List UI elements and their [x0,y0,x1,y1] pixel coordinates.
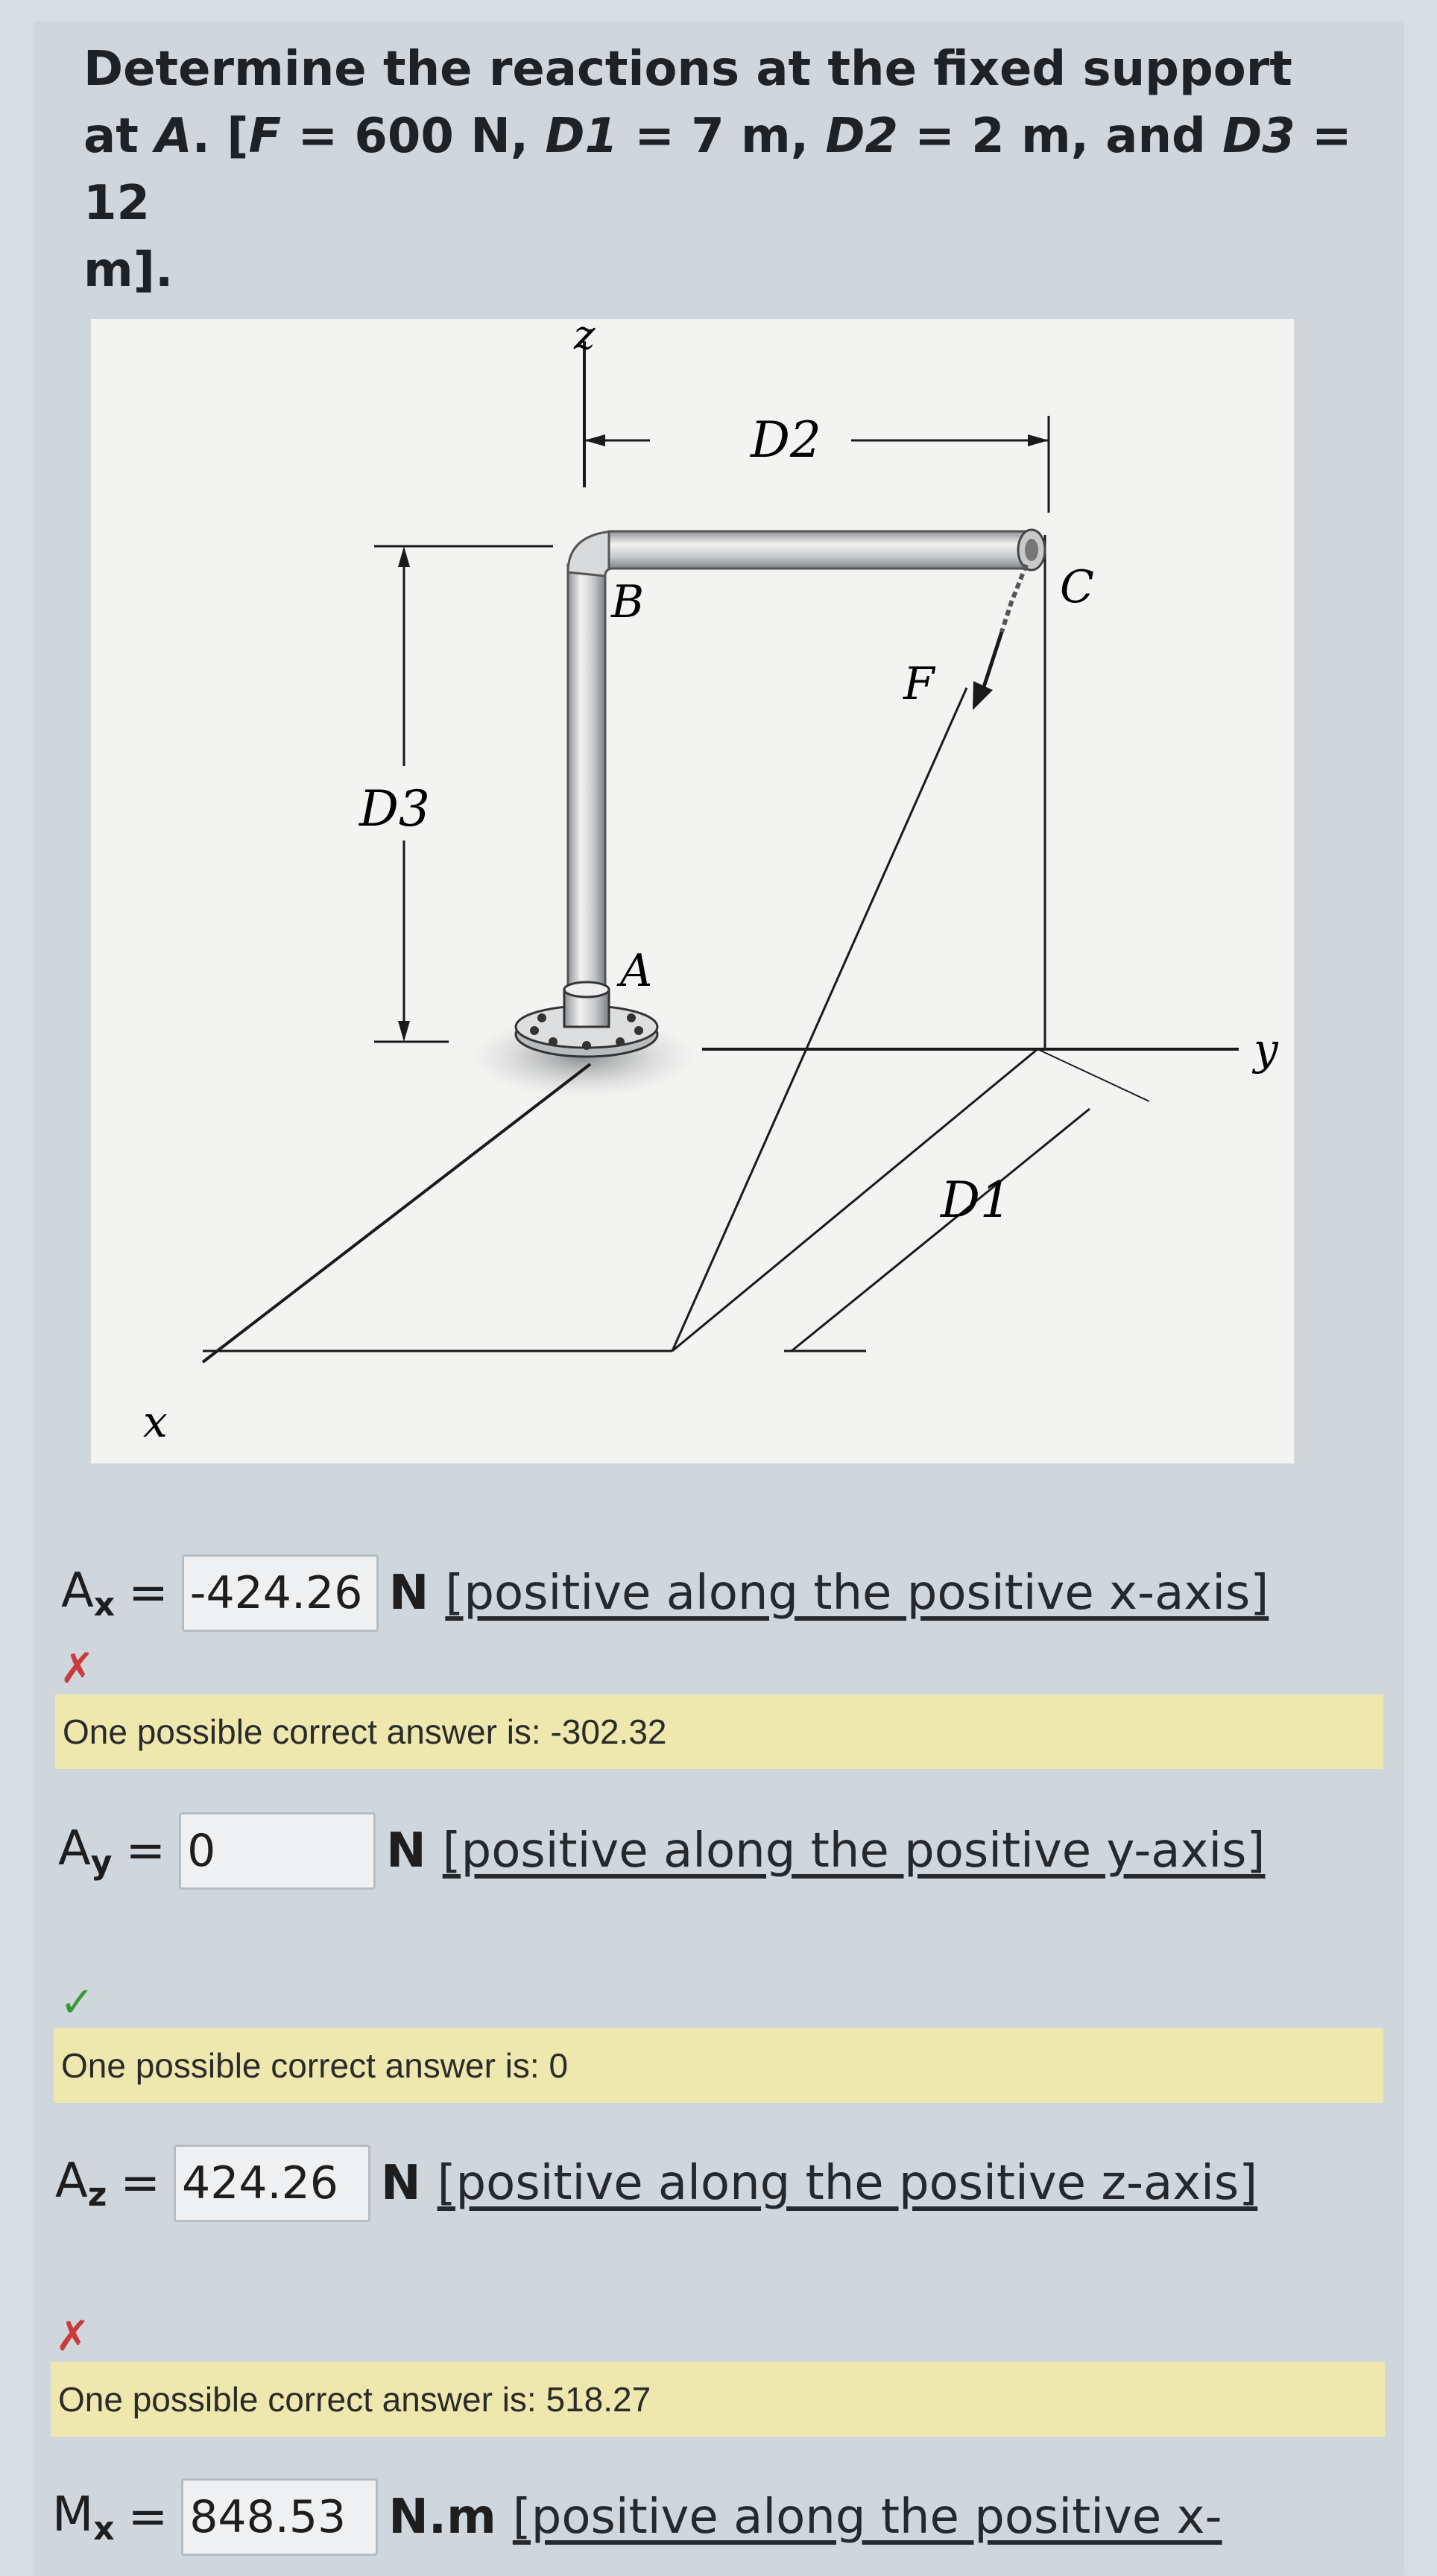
force-arrow-head [973,681,993,710]
answer-row-mx [52,2478,1222,2556]
label-x: x [143,1396,168,1447]
question-text: Determine the reactions at the fixed support at A. [F = 600 N, D1 = 7 m, D2 = 2 m, and D3 = 12 m]. [83,42,1352,298]
bolt [616,1037,625,1046]
direction-link[interactable]: [positive along the positive x- [512,2490,1222,2545]
answer-row-ay [58,1812,1265,1890]
direction-link[interactable]: [positive along the positive y-axis] [442,1823,1266,1879]
d3-arrow-top [398,546,410,567]
pipe-horizontal [609,531,1026,569]
equals-sign: = [125,1823,166,1879]
variable-label: $A_y$ [58,1820,113,1882]
label-y: y [1254,1024,1278,1075]
variable-label: $A_z$ [55,2153,107,2214]
chain [1002,565,1026,632]
answer-row-ax [61,1554,1269,1632]
problem-figure [91,319,1294,1463]
pipe-end-hole [1025,539,1038,561]
incorrect-icon: ✗ [55,2312,90,2361]
feedback-ay: One possible correct answer is: 0 [54,2028,1383,2103]
base-collar-top [564,982,609,997]
x-axis-line [203,1064,590,1362]
answer-row-az [55,2145,1257,2222]
mx-input[interactable] [181,2478,378,2556]
equals-sign: = [127,2490,168,2545]
label-b: B [611,576,645,628]
label-d1: D1 [941,1171,1011,1229]
direction-link[interactable]: [positive along the positive z-axis] [437,2156,1258,2211]
unit-label: N [386,1823,426,1879]
ay-input[interactable] [179,1812,376,1890]
bolt [634,1026,643,1035]
force-arrow-shaft [982,632,1002,692]
bolt [530,1026,539,1035]
variable-label: $M_x$ [52,2487,115,2548]
feedback-ax: One possible correct answer is: -302.32 [55,1694,1383,1769]
direction-link[interactable]: [positive along the positive x-axis] [445,1566,1269,1621]
pipe-diagram [91,319,1294,1463]
equals-sign: = [128,1566,168,1621]
pipe-elbow [568,531,613,576]
bolt [537,1013,546,1022]
az-input[interactable] [174,2145,370,2222]
ax-input[interactable] [182,1554,379,1632]
d1-dimension-line [792,1109,1090,1351]
bolt [627,1013,636,1022]
d2-arrow-right [1028,434,1049,446]
label-a: A [620,945,653,997]
incorrect-icon: ✗ [60,1645,95,1693]
unit-label: N [388,1566,429,1621]
unit-label: N [381,2156,421,2211]
pipe-vertical [568,565,605,1012]
d1-extension-2 [1038,1049,1149,1101]
correct-icon: ✓ [60,1978,95,2027]
label-z: z [574,319,596,358]
label-d2: D2 [751,411,821,469]
variable-label: $A_x$ [61,1563,116,1624]
bolt [549,1037,558,1046]
feedback-az: One possible correct answer is: 518.27 [51,2362,1385,2437]
d2-arrow-left [584,434,605,446]
force-line-of-action [672,688,967,1351]
d3-arrow-bottom [398,1021,410,1042]
label-c: C [1060,561,1094,613]
equals-sign: = [120,2156,161,2211]
label-f: F [903,658,935,710]
bolt [582,1041,591,1050]
unit-label: N.m [388,2490,496,2545]
label-d3: D3 [359,780,430,838]
